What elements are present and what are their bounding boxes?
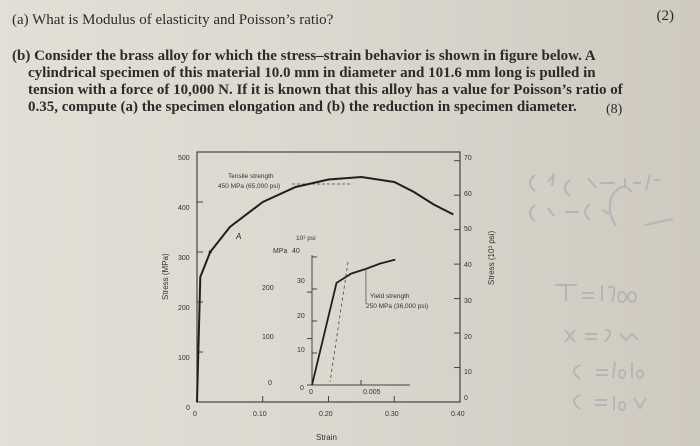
handwritten-note	[555, 285, 636, 302]
yield-strength-label: Yield strength	[370, 293, 410, 300]
x-axis-title: Strain	[316, 433, 337, 442]
handwritten-note	[645, 219, 673, 225]
handwritten-note	[574, 395, 646, 410]
inset-y2-tick: 20	[297, 313, 305, 320]
inset-y2-title: 10³ psi	[296, 235, 316, 242]
y-tick-label: 300	[178, 255, 190, 262]
handwritten-note	[565, 330, 638, 342]
y2-tick-label: 50	[464, 226, 472, 233]
y-tick-label: 500	[178, 155, 190, 162]
y2-tick-label: 10	[464, 369, 472, 376]
y2-tick-label: 40	[464, 262, 472, 269]
y-tick-label: 100	[178, 355, 190, 362]
inset-y-title: MPa	[273, 248, 288, 255]
x-tick-label: 0.10	[253, 411, 267, 418]
question-part-b-line4: 0.35, compute (a) the specimen elongation and (b) the reduction in specimen diameter.	[28, 99, 577, 115]
inset-x-tick: 0	[309, 389, 313, 396]
handwritten-note	[530, 174, 660, 196]
offset-line	[330, 262, 348, 382]
y-axis-title: Stress (MPa)	[161, 253, 170, 300]
inset-y-tick: 100	[262, 334, 274, 341]
question-part-a: (a) What is Modulus of elasticity and Poisson’s ratio?	[12, 12, 334, 28]
tensile-strength-value: 450 MPa (65,000 psi)	[218, 183, 281, 190]
inset-curve	[312, 260, 395, 385]
y2-tick-label: 0	[464, 395, 468, 402]
stress-strain-curve	[197, 177, 453, 402]
inset-x-tick: 0.005	[363, 389, 381, 396]
y2-tick-label: 30	[464, 298, 472, 305]
handwritten-bracket	[610, 187, 632, 226]
marks-part-a: (2)	[656, 8, 674, 24]
inset-y2-tick: 0	[300, 385, 304, 392]
y-tick-label: 200	[178, 305, 190, 312]
question-part-b-line2: cylindrical specimen of this material 10.0 mm in diameter and 101.6 mm long is pulled in	[28, 65, 596, 81]
x-tick-label: 0	[193, 411, 197, 418]
inset-y2-tick: 30	[297, 278, 305, 285]
inset-y2-tick: 40	[292, 248, 300, 255]
handwritten-note	[530, 204, 609, 221]
point-a-marker	[209, 251, 212, 254]
y-tick-label: 400	[178, 205, 190, 212]
y2-axis-title: Stress (10³ psi)	[487, 230, 496, 285]
inset-y-tick: 0	[268, 380, 272, 387]
y2-tick-label: 70	[464, 155, 472, 162]
point-a-label: A	[236, 232, 242, 241]
yield-strength-value: 250 MPa (36,000 psi)	[366, 303, 429, 310]
y-tick-label: 0	[186, 405, 190, 412]
question-part-b-line1: (b) Consider the brass alloy for which the stress–strain behavior is shown in figure below. A	[12, 48, 596, 64]
x-tick-label: 0.30	[385, 411, 399, 418]
x-tick-label: 0.40	[451, 411, 465, 418]
y2-tick-label: 20	[464, 334, 472, 341]
handwritten-note	[574, 362, 643, 379]
y2-tick-label: 60	[464, 191, 472, 198]
tensile-strength-label: Tensile strength	[228, 173, 274, 180]
x-tick-label: 0.20	[319, 411, 333, 418]
inset-y2-tick: 10	[297, 347, 305, 354]
inset-y-tick: 200	[262, 285, 274, 292]
question-part-b-line3: tension with a force of 10,000 N. If it is known that this alloy has a value for Poisson’s ratio of	[28, 82, 623, 98]
marks-part-b: (8)	[606, 102, 623, 117]
